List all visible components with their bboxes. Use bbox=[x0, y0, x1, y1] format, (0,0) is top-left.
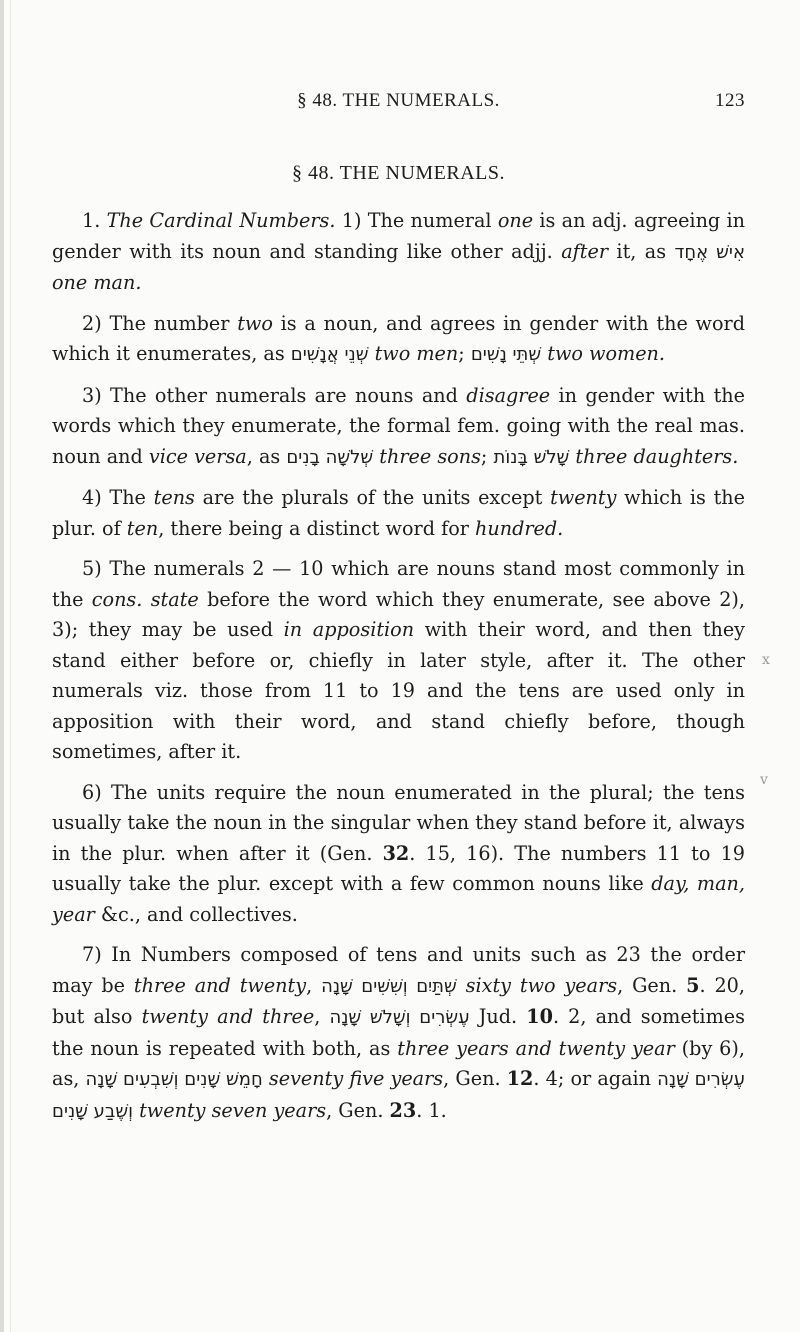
page-left-edge-line bbox=[10, 0, 11, 1332]
hebrew-phrase: חָמֵשׁ שָׁנִים וְשִׁבְעִים שָׁנָה bbox=[85, 1069, 263, 1090]
hebrew-phrase: שְׁתַּיִם וְשִׁשִּׁים שָׁנָה bbox=[321, 975, 457, 997]
paragraph-3: 3) The other numerals are nouns and disagree in gender with the words which they enumerate, the formal fem. going with the real mas. noun and vice versa, as שְׁלשָׁה בָנִים three sons; שָׁלשׁ בָּנוֹת three daughters. bbox=[52, 383, 745, 468]
hebrew-phrase: שְׁתֵּי נָשִׁים bbox=[470, 344, 542, 365]
hebrew-phrase: עֶשְׂרִים שָׁנָה וְשֶׁבַע שָׁנִים bbox=[52, 1069, 745, 1122]
paragraph-1: 1. The Cardinal Numbers. 1) The numeral one is an adj. agreeing in gender with its noun and standing like other adjj. after it, as אִישׁ אֶחָד one man. bbox=[52, 209, 745, 294]
body-text bbox=[52, 206, 745, 1137]
hebrew-phrase: שְׁנֵי אֲנָשִׁים bbox=[290, 344, 369, 365]
paragraph-2: 2) The number two is a noun, and agrees in gender with the word which it enumerates, as שְׁנֵי אֲנָשִׁים two men; שְׁתֵּי נָשִׁים two women. bbox=[52, 311, 745, 365]
paragraph-6: 6) The units require the noun enumerated in the plural; the tens usually take the noun in the singular when they stand before it, always in the plur. when after it (Gen. 32. 15, 16). The numbers 11 to 19 usually take the plur. except with a few common nouns like day, man, year &c., and collectives. bbox=[52, 780, 746, 926]
page-left-edge bbox=[0, 0, 4, 1332]
running-head-title: § 48. THE NUMERALS. bbox=[297, 90, 500, 111]
paragraph-4: 4) The tens are the plurals of the units except twenty which is the plur. of ten, there being a distinct word for hundred. bbox=[52, 486, 746, 540]
hebrew-phrase: אִישׁ אֶחָד bbox=[674, 241, 745, 263]
hebrew-phrase: שְׁלשָׁה בָנִים bbox=[286, 446, 374, 468]
page-number: 123 bbox=[715, 90, 745, 111]
section-title: § 48. THE NUMERALS. bbox=[291, 162, 506, 184]
margin-annotation-mark: v bbox=[760, 772, 768, 788]
paragraph-7: 7) In Numbers composed of tens and units such as 23 the order may be three and twenty, שְׁתַּיִם וְשִׁשִּׁים שָׁנָה sixty two years, Gen. 5. 20, but also twenty and three, עֶשְׂרִים וְשָׁלשׁ שָׁנָה Jud. 10. 2, and sometimes the noun is repeated with both, as three years and twenty year (by 6), as, חָמֵשׁ שָׁנִים וְשִׁבְעִים שָׁנָה seventy five years, Gen. 12. 4; or again עֶשְׂרִים שָׁנָה וְשֶׁבַע שָׁנִים twenty seven years, Gen. 23. 1. bbox=[52, 943, 745, 1122]
hebrew-phrase: שָׁלשׁ בָּנוֹת bbox=[493, 446, 570, 468]
margin-annotation-mark: x bbox=[762, 652, 770, 668]
paragraph-5: 5) The numerals 2 — 10 which are nouns stand most commonly in the cons. state before the word which they enumerate, see above 2), 3); they may be used in apposition with their word, and then they stand either before or, chiefly in later style, after it. The other numerals viz. those from 11 to 19 and the tens are used only in apposition with their word, and stand chiefly before, though sometimes, after it. bbox=[52, 557, 746, 763]
hebrew-phrase: עֶשְׂרִים וְשָׁלשׁ שָׁנָה bbox=[329, 1007, 470, 1028]
